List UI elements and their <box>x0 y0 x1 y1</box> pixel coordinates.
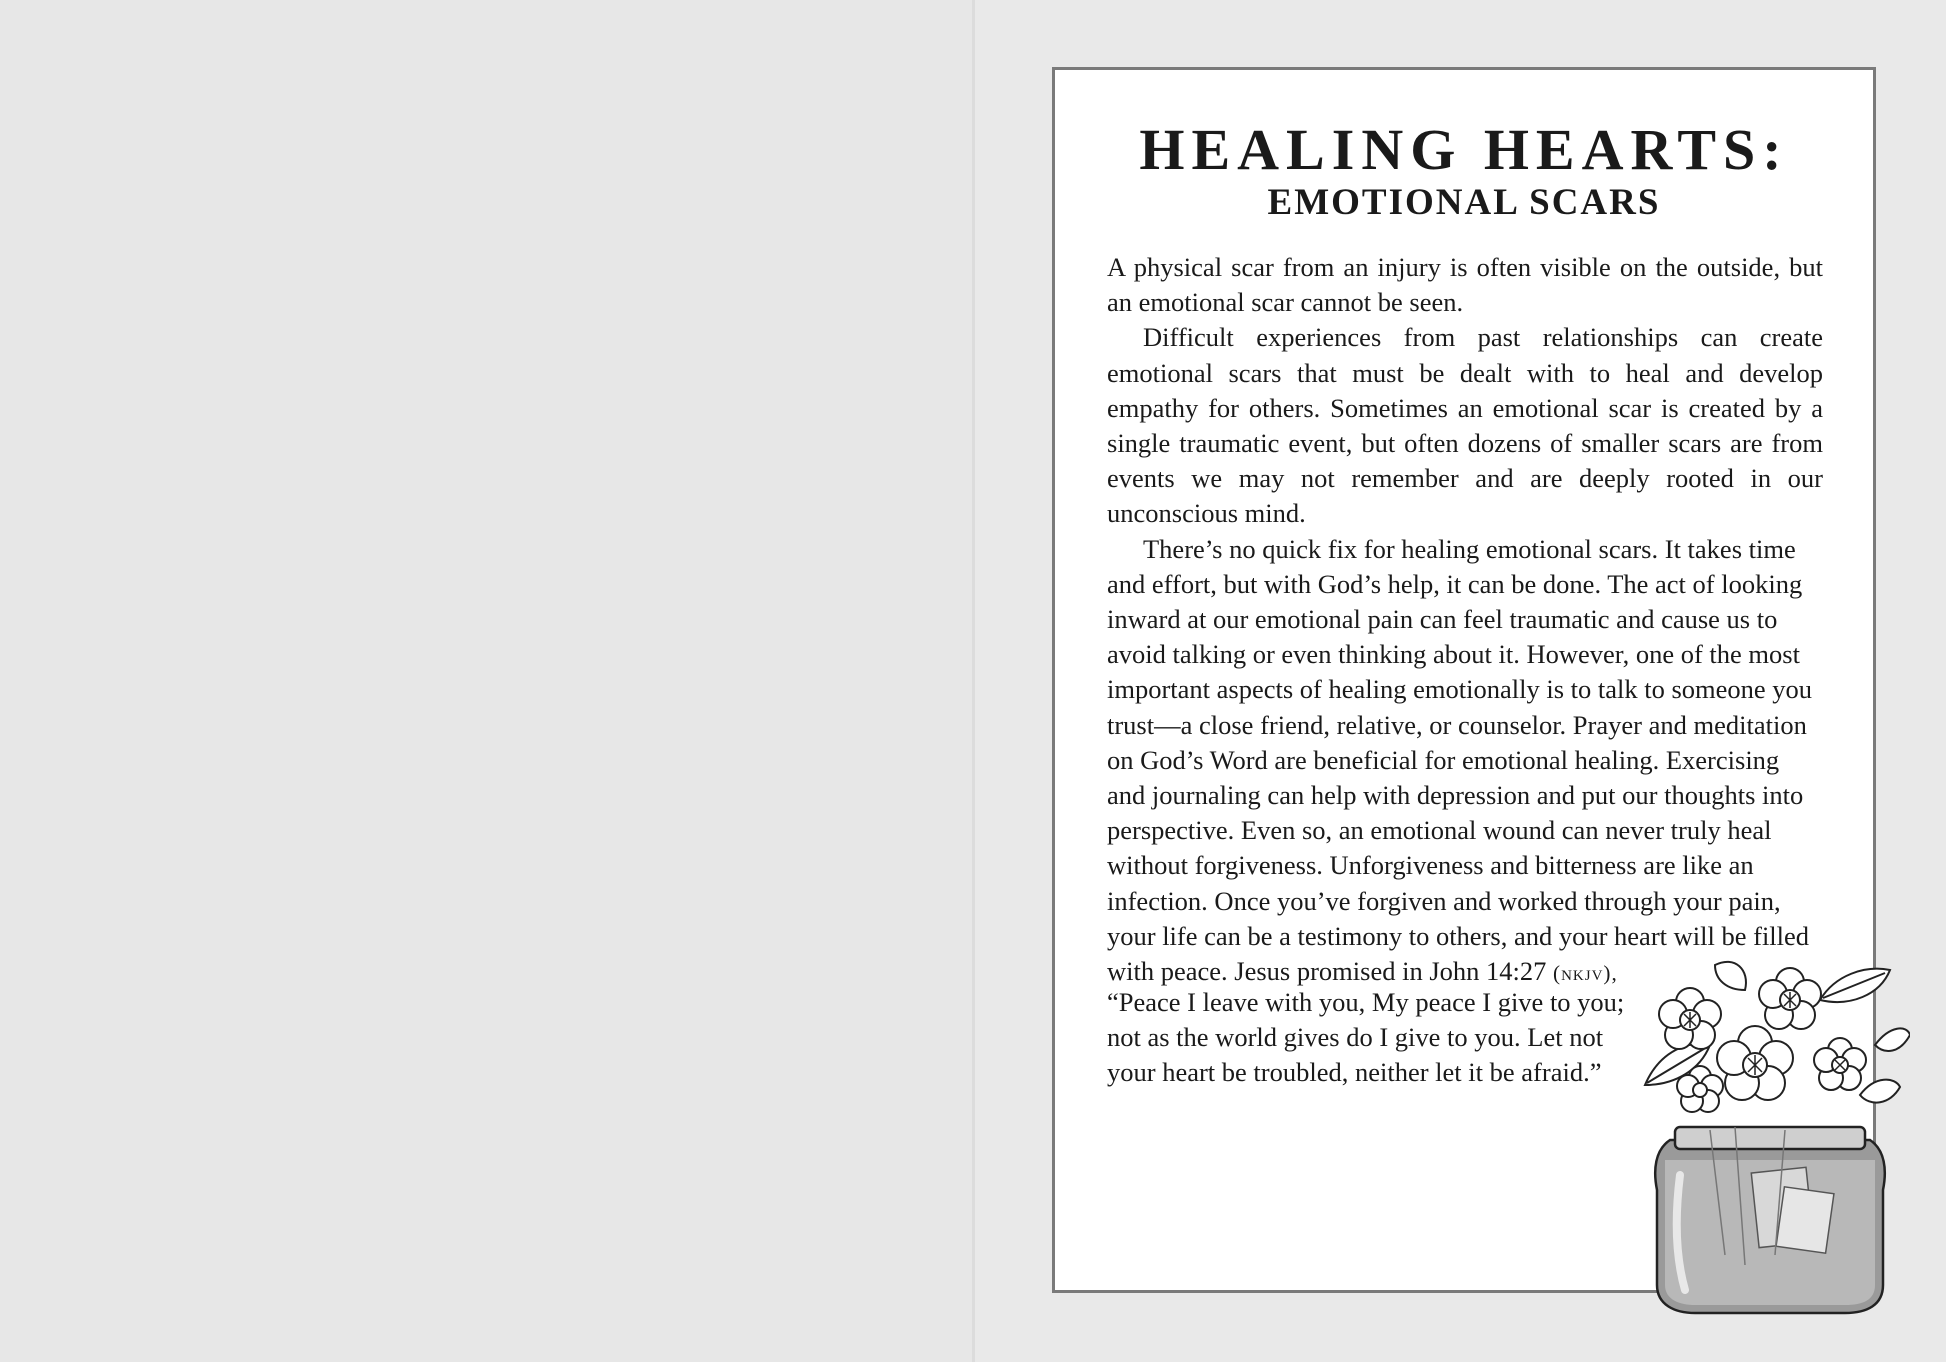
quote-line-3: your heart be troubled, neither let it be afraid.” <box>1107 1057 1602 1088</box>
paragraph-3-text: There’s no quick fix for healing emotional scars. It takes time and effort, but with God’s help, it can be done. The act of looking inward at our emotional pain can feel traumatic and cause us to avoid talking or even thinking about it. However, one of the most important aspects of healing emotionally is to talk to someone you trust—a close friend, relative, or counselor. Prayer and meditation on God’s Word are beneficial for emotional healing. Exercising and journaling can help with depression and put our thoughts into perspective. Even so, an emotional wound can never truly heal without forgiveness. Unforgiveness and bitterness are like an infection. Once you’ve forgiven and worked through your pain, your life can be a testimony to others, and your heart will be filled with peace. Jesus promised in John 14:27 <box>1107 533 1813 987</box>
citation: (nkjv), <box>1553 961 1618 986</box>
body-text <box>1107 250 1823 991</box>
paragraph-3 <box>1107 532 1823 992</box>
scripture-quote <box>1107 985 1667 1091</box>
flower-jar-icon <box>1635 955 1910 1315</box>
paragraph-2: Difficult experiences from past relationships can create emotional scars that must be dealt with to heal and develop empathy for others. Sometimes an emotional scar is created by a single traumatic event, but often dozens of smaller scars are from events we may not remember and are deeply rooted in our unconscious mind. <box>1107 322 1823 529</box>
page-subtitle: EMOTIONAL SCARS <box>1267 182 1661 223</box>
left-page-blank <box>0 0 972 1362</box>
page-title: HEALING HEARTS: <box>1139 117 1789 182</box>
quote-line-1: “Peace I leave with you, My peace I give to you; <box>1107 987 1625 1017</box>
paragraph-1: A physical scar from an injury is often visible on the outside, but an emotional scar cannot be seen. <box>1107 252 1823 318</box>
quote-line-2: not as the world gives do I give to you. Let not <box>1107 1022 1604 1053</box>
